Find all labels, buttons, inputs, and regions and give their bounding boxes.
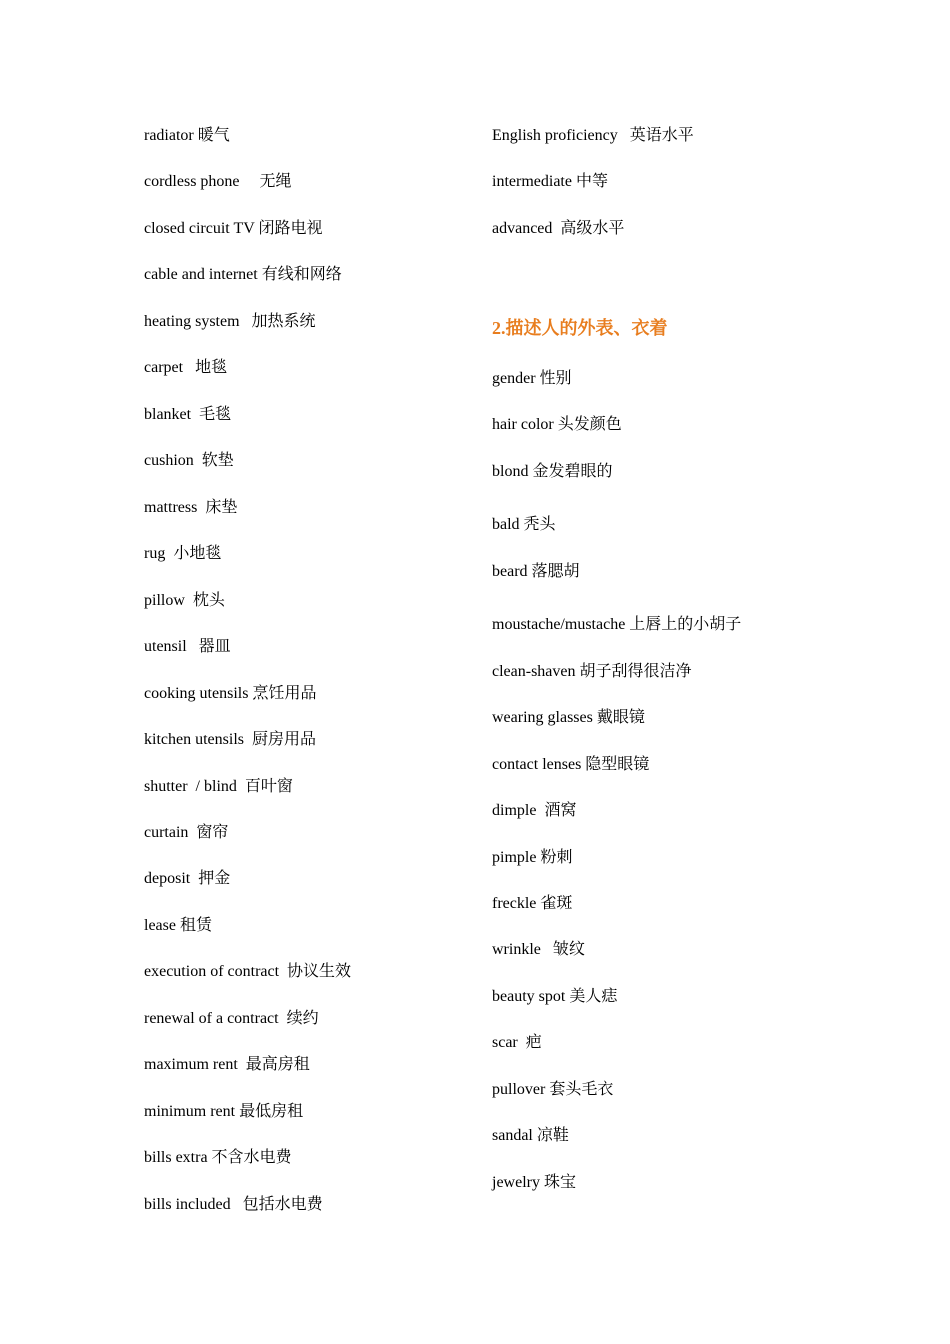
vocab-entry: scar 疤 bbox=[492, 1034, 542, 1051]
vocab-entry: contact lenses 隐型眼镜 bbox=[492, 756, 650, 773]
vocab-entry: deposit 押金 bbox=[144, 870, 231, 887]
vocab-entry: hair color 头发颜色 bbox=[492, 416, 622, 433]
vocab-entry: cooking utensils 烹饪用品 bbox=[144, 685, 317, 702]
vocab-entry: pullover 套头毛衣 bbox=[492, 1081, 614, 1098]
vocab-entry: blond 金发碧眼的 bbox=[492, 463, 613, 480]
vocab-entry: pillow 枕头 bbox=[144, 592, 225, 609]
vocab-entry: blanket 毛毯 bbox=[144, 406, 232, 423]
vocab-entry: wrinkle 皱纹 bbox=[492, 941, 585, 958]
vocab-entry: lease 租赁 bbox=[144, 917, 212, 934]
vocab-entry: clean-shaven 胡子刮得很洁净 bbox=[492, 663, 692, 680]
vocab-entry: pimple 粉刺 bbox=[492, 849, 573, 866]
vocab-entry: English proficiency 英语水平 bbox=[492, 127, 694, 144]
vocab-entry: utensil 器皿 bbox=[144, 638, 231, 655]
vocab-entry: radiator 暖气 bbox=[144, 127, 230, 144]
vocab-entry: execution of contract 协议生效 bbox=[144, 963, 352, 980]
vocab-entry: jewelry 珠宝 bbox=[492, 1174, 576, 1191]
vocab-entry: bills included 包括水电费 bbox=[144, 1196, 323, 1213]
vocab-entry: dimple 酒窝 bbox=[492, 802, 577, 819]
vocab-entry: bills extra 不含水电费 bbox=[144, 1149, 292, 1166]
vocab-entry: sandal 凉鞋 bbox=[492, 1127, 569, 1144]
vocab-entry: cable and internet 有线和网络 bbox=[144, 266, 342, 283]
vocab-entry: bald 秃头 bbox=[492, 516, 556, 533]
vocab-entry: cordless phone 无绳 bbox=[144, 173, 292, 190]
vocab-entry: cushion 软垫 bbox=[144, 452, 234, 469]
vocab-entry: mattress 床垫 bbox=[144, 499, 238, 516]
vocab-entry: heating system 加热系统 bbox=[144, 313, 316, 330]
vocab-entry: renewal of a contract 续约 bbox=[144, 1010, 319, 1027]
vocab-entry: minimum rent 最低房租 bbox=[144, 1103, 304, 1120]
section-heading: 2.描述人的外表、衣着 bbox=[492, 318, 668, 338]
vocab-entry: shutter / blind 百叶窗 bbox=[144, 778, 293, 795]
vocab-entry: kitchen utensils 厨房用品 bbox=[144, 731, 316, 748]
vocab-entry: wearing glasses 戴眼镜 bbox=[492, 709, 645, 726]
vocab-entry: closed circuit TV 闭路电视 bbox=[144, 220, 323, 237]
vocab-entry: intermediate 中等 bbox=[492, 173, 608, 190]
vocab-entry: carpet 地毯 bbox=[144, 359, 228, 376]
vocab-entry: curtain 窗帘 bbox=[144, 824, 229, 841]
vocab-entry: gender 性别 bbox=[492, 370, 572, 387]
vocab-entry: beauty spot 美人痣 bbox=[492, 988, 618, 1005]
vocab-entry: advanced 高级水平 bbox=[492, 220, 625, 237]
vocab-entry: beard 落腮胡 bbox=[492, 563, 580, 580]
vocab-entry: rug 小地毯 bbox=[144, 545, 222, 562]
vocab-entry: freckle 雀斑 bbox=[492, 895, 573, 912]
vocab-entry: moustache/mustache 上唇上的小胡子 bbox=[492, 616, 742, 633]
vocab-entry: maximum rent 最高房租 bbox=[144, 1056, 310, 1073]
